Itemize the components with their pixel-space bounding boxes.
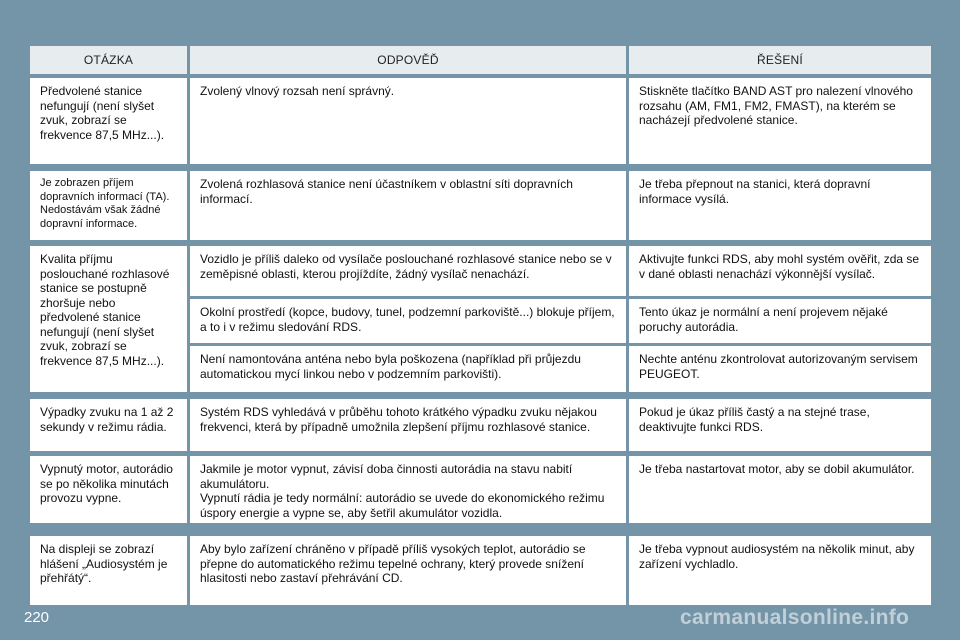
row-6-solution: Je třeba vypnout audiosystém na několik minut, aby zařízení vychladlo. — [629, 536, 931, 605]
watermark: carmanualsonline.info — [680, 606, 910, 629]
row-3c-answer: Není namontována anténa nebo byla poškozena (například při průjezdu automatickou mycí linkou nebo v podzemním parkovišti). — [190, 346, 626, 392]
row-2-question: Je zobrazen příjem dopravních informací (TA). Nedostávám však žádné dopravní informace. — [30, 171, 187, 240]
row-6-answer: Aby bylo zařízení chráněno v případě příliš vysokých teplot, autorádio se přepne do automatického režimu tepelné ochrany, který provede snížení hlasitosti nebo zastaví přehrávání CD. — [190, 536, 626, 605]
row-6-question: Na displeji se zobrazí hlášení „Audiosystém je přehřátý“. — [30, 536, 187, 605]
row-5-answer-line-2: Vypnutí rádia je tedy normální: autorádio se uvede do ekonomického režimu úspory energie a vypne se, aby šetřil akumulátor vozidla. — [200, 491, 605, 520]
header-question: OTÁZKA — [30, 46, 187, 74]
row-4-answer: Systém RDS vyhledává v průběhu tohoto krátkého výpadku zvuku nějakou frekvenci, která by případně umožnila zlepšení příjmu rozhlasové stanice. — [190, 399, 626, 451]
row-1-answer: Zvolený vlnový rozsah není správný. — [190, 78, 626, 164]
row-5-answer-line-1: Jakmile je motor vypnut, závisí doba činnosti autorádia na stavu nabití akumulátoru. — [200, 462, 573, 491]
row-5-answer — [190, 456, 626, 523]
page-number: 220 — [24, 609, 50, 626]
row-5-question: Vypnutý motor, autorádio se po několika minutách provozu vypne. — [30, 456, 187, 523]
row-1-question: Předvolené stanice nefungují (není slyšet zvuk, zobrazí se frekvence 87,5 MHz...). — [30, 78, 187, 164]
row-3c-solution: Nechte anténu zkontrolovat autorizovaným servisem PEUGEOT. — [629, 346, 931, 392]
header-solution: ŘEŠENÍ — [629, 46, 931, 74]
row-5-solution: Je třeba nastartovat motor, aby se dobil akumulátor. — [629, 456, 931, 523]
row-2-solution: Je třeba přepnout na stanici, která dopravní informace vysílá. — [629, 171, 931, 240]
header-answer: ODPOVĚĎ — [190, 46, 626, 74]
row-4-question: Výpadky zvuku na 1 až 2 sekundy v režimu rádia. — [30, 399, 187, 451]
row-3b-answer: Okolní prostředí (kopce, budovy, tunel, podzemní parkoviště...) blokuje příjem, a to i v režimu sledování RDS. — [190, 299, 626, 343]
row-3b-solution: Tento úkaz je normální a není projevem nějaké poruchy autorádia. — [629, 299, 931, 343]
row-3a-answer: Vozidlo je příliš daleko od vysílače poslouchané rozhlasové stanice nebo se v zeměpisné oblasti, kterou projíždíte, žádný vysílač nenachází. — [190, 246, 626, 296]
row-3a-solution: Aktivujte funkci RDS, aby mohl systém ověřit, zda se v dané oblasti nenachází výkonnější vysílač. — [629, 246, 931, 296]
row-4-solution: Pokud je úkaz příliš častý a na stejné trase, deaktivujte funkci RDS. — [629, 399, 931, 451]
row-3-question: Kvalita příjmu poslouchané rozhlasové stanice se postupně zhoršuje nebo předvolené stanice nefungují (není slyšet zvuk, zobrazí se frekvence 87,5 MHz...). — [30, 246, 187, 392]
row-2-answer: Zvolená rozhlasová stanice není účastníkem v oblastní síti dopravních informací. — [190, 171, 626, 240]
row-1-solution: Stiskněte tlačítko BAND AST pro nalezení vlnového rozsahu (AM, FM1, FM2, FMAST), na kterém se nacházejí předvolené stanice. — [629, 78, 931, 164]
